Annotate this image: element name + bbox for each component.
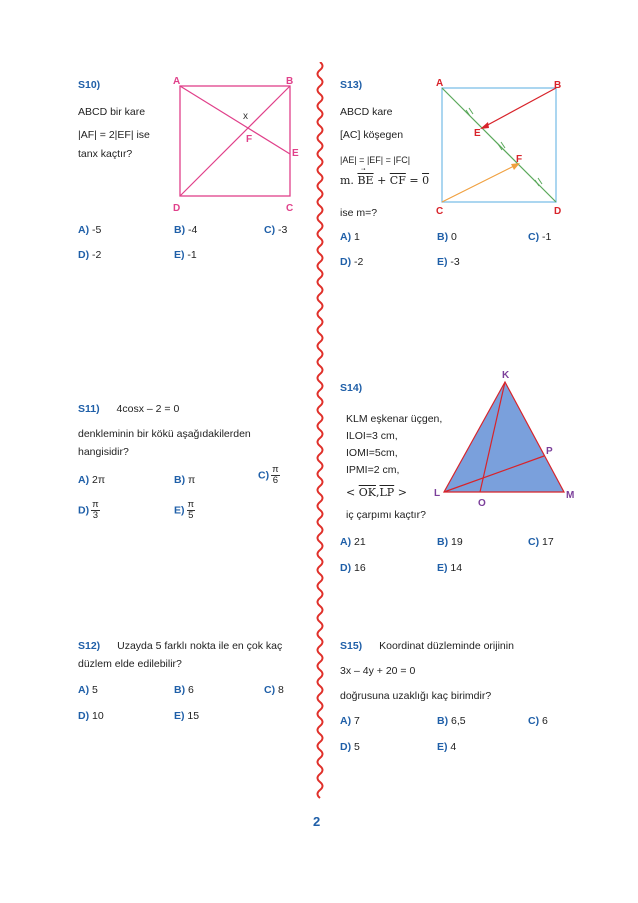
option-letter[interactable]: D) xyxy=(340,256,352,268)
option-value: 6 xyxy=(542,715,548,727)
square-figure-diagonal xyxy=(430,74,570,218)
option-letter[interactable]: E) xyxy=(174,710,185,722)
option-value: 17 xyxy=(542,536,554,548)
question-text: iç çarpımı kaçtır? xyxy=(346,509,426,521)
option-value: 19 xyxy=(451,536,463,548)
label-a: A xyxy=(173,76,181,87)
option-value: -3 xyxy=(450,256,460,268)
column-divider xyxy=(308,62,332,802)
option-value: -2 xyxy=(92,249,102,261)
vector-cf xyxy=(442,164,518,202)
option-letter[interactable]: A) xyxy=(340,715,352,727)
inner-product: < $\overline{OK},\overline{LP}$ > xyxy=(346,486,407,499)
option-letter[interactable]: B) xyxy=(174,224,186,236)
question-text: ABCD bir kare xyxy=(78,106,146,118)
equation: 3x – 4y + 20 = 0 xyxy=(340,665,416,677)
segment-ae xyxy=(180,86,290,154)
option-letter[interactable]: C) xyxy=(528,715,540,727)
option-c xyxy=(528,714,548,728)
label-o: O xyxy=(478,498,486,509)
question-text: |AF| = 2|EF| ise xyxy=(78,129,150,141)
option-value: -2 xyxy=(354,256,364,268)
option-value: -1 xyxy=(187,249,197,261)
option-b xyxy=(174,223,197,237)
question-text: ise m=? xyxy=(340,207,378,219)
option-e xyxy=(174,500,195,521)
label-f: F xyxy=(246,134,253,145)
question-number: S15) xyxy=(340,640,363,652)
question-header xyxy=(340,639,514,653)
diagonal-bd xyxy=(180,86,290,196)
label-c: C xyxy=(436,206,444,217)
option-letter[interactable]: A) xyxy=(340,536,352,548)
fraction: $\frac{\pi}{6}$ xyxy=(272,464,279,486)
label-b: B xyxy=(554,80,562,91)
option-d xyxy=(78,709,104,723)
triangle-figure xyxy=(432,366,582,512)
option-value: 0 xyxy=(451,231,457,243)
option-letter[interactable]: A) xyxy=(340,231,352,243)
option-d xyxy=(340,740,360,754)
option-a xyxy=(78,473,105,487)
question-text: doğrusuna uzaklığı kaç birimdir? xyxy=(340,690,492,702)
question-number: S14) xyxy=(340,382,363,394)
option-letter[interactable]: C) xyxy=(528,536,540,548)
option-value: 4 xyxy=(450,741,457,753)
question-number: S11) xyxy=(78,403,100,415)
option-value: 5 xyxy=(92,684,98,696)
option-c xyxy=(264,683,284,697)
option-letter[interactable]: D) xyxy=(78,249,90,261)
fraction: $\frac{\pi}{3}$ xyxy=(92,499,99,521)
question-text: Koordinat düzleminde orijinin xyxy=(379,640,514,652)
fraction: $\frac{\pi}{5}$ xyxy=(187,499,195,521)
option-c xyxy=(528,230,551,244)
label-k: K xyxy=(502,370,510,381)
vector-be xyxy=(482,88,556,128)
option-letter[interactable]: D) xyxy=(340,562,352,574)
option-letter[interactable]: B) xyxy=(437,536,449,548)
option-letter[interactable]: A) xyxy=(78,684,90,696)
question-number: S13) xyxy=(340,79,363,91)
option-a xyxy=(340,230,360,244)
option-value: π xyxy=(188,474,196,486)
square-figure xyxy=(168,74,304,214)
option-letter[interactable]: E) xyxy=(174,249,185,261)
option-value: 8 xyxy=(278,684,284,696)
vector-equation: m. $\overline{BE} + \overline{CF} = 0$ xyxy=(340,174,430,187)
option-letter[interactable]: B) xyxy=(174,474,186,486)
question-number: S10) xyxy=(78,79,101,91)
option-c xyxy=(528,535,554,549)
option-letter[interactable]: B) xyxy=(174,684,186,696)
option-value: 10 xyxy=(92,710,104,722)
option-letter[interactable]: E) xyxy=(174,504,185,517)
option-letter[interactable]: B) xyxy=(437,231,449,243)
option-value: 16 xyxy=(354,562,366,574)
equation: 4cosx – 2 = 0 xyxy=(116,403,180,415)
question-text: [AC] köşegen xyxy=(340,129,404,141)
option-value: 7 xyxy=(354,715,360,727)
question-header xyxy=(78,402,179,416)
label-x: x xyxy=(243,111,248,122)
option-value: -3 xyxy=(278,224,288,236)
option-letter[interactable]: E) xyxy=(437,562,448,574)
option-value: 15 xyxy=(187,710,200,722)
question-text: hangisidir? xyxy=(78,446,129,458)
question-number: S12) xyxy=(78,640,101,652)
option-e xyxy=(437,255,460,269)
option-letter[interactable]: A) xyxy=(78,474,90,486)
option-b xyxy=(437,230,457,244)
option-a xyxy=(78,683,98,697)
label-d: D xyxy=(554,206,562,217)
option-letter[interactable]: C) xyxy=(258,469,270,482)
option-e xyxy=(174,709,199,723)
option-c xyxy=(264,223,287,237)
option-value: 6,5 xyxy=(451,715,466,727)
option-d xyxy=(340,561,366,575)
option-value: 5 xyxy=(354,741,360,753)
option-letter[interactable]: D) xyxy=(78,504,90,517)
option-value: 21 xyxy=(354,536,366,548)
label-c: C xyxy=(286,203,294,214)
option-b xyxy=(437,714,466,728)
question-text: |AE| = |EF| = |FC| xyxy=(340,155,411,165)
option-letter[interactable]: B) xyxy=(437,715,449,727)
option-letter[interactable]: D) xyxy=(78,710,90,722)
option-a xyxy=(78,223,101,237)
question-text: denkleminin bir kökü aşağıdakilerden xyxy=(78,428,251,440)
label-p: P xyxy=(546,446,553,457)
option-value: -5 xyxy=(92,224,102,236)
option-value: 6 xyxy=(188,684,194,696)
option-a xyxy=(340,535,366,549)
option-d xyxy=(78,248,101,262)
label-f: F xyxy=(516,154,523,165)
label-m: M xyxy=(566,490,575,501)
label-e: E xyxy=(474,128,481,139)
question-text: ABCD kare xyxy=(340,106,393,118)
question-text: IOMI=5cm, xyxy=(346,447,398,459)
option-value: -4 xyxy=(188,224,198,236)
option-value: -1 xyxy=(542,231,552,243)
option-letter[interactable]: C) xyxy=(528,231,540,243)
option-e xyxy=(174,248,197,262)
option-letter[interactable]: E) xyxy=(437,741,448,753)
option-letter[interactable]: C) xyxy=(264,224,276,236)
page-number: 2 xyxy=(313,814,321,829)
option-d xyxy=(340,255,363,269)
label-l: L xyxy=(434,488,441,499)
label-b: B xyxy=(286,76,294,87)
option-c xyxy=(258,465,280,486)
question-header xyxy=(78,639,282,653)
option-e xyxy=(437,740,456,754)
option-b xyxy=(174,473,195,487)
option-e xyxy=(437,561,462,575)
option-b xyxy=(174,683,194,697)
option-letter[interactable]: E) xyxy=(437,256,448,268)
option-b xyxy=(437,535,463,549)
option-letter[interactable]: A) xyxy=(78,224,90,236)
question-text: IPMI=2 cm, xyxy=(346,464,400,476)
option-a xyxy=(340,714,360,728)
question-text: ILOI=3 cm, xyxy=(346,430,398,442)
question-text: tanx kaçtır? xyxy=(78,148,133,160)
option-value: 2π xyxy=(92,474,106,486)
label-e: E xyxy=(292,148,299,159)
label-a: A xyxy=(436,78,444,89)
option-d xyxy=(78,500,100,521)
triangle-klm xyxy=(444,382,564,492)
question-text: Uzayda 5 farklı nokta ile en çok kaç xyxy=(117,640,283,652)
option-value: 14 xyxy=(450,562,463,574)
question-text: düzlem elde edilebilir? xyxy=(78,658,182,670)
option-value: 1 xyxy=(354,231,360,243)
option-letter[interactable]: C) xyxy=(264,684,276,696)
label-d: D xyxy=(173,203,181,214)
option-letter[interactable]: D) xyxy=(340,741,352,753)
question-text: KLM eşkenar üçgen, xyxy=(346,413,443,425)
